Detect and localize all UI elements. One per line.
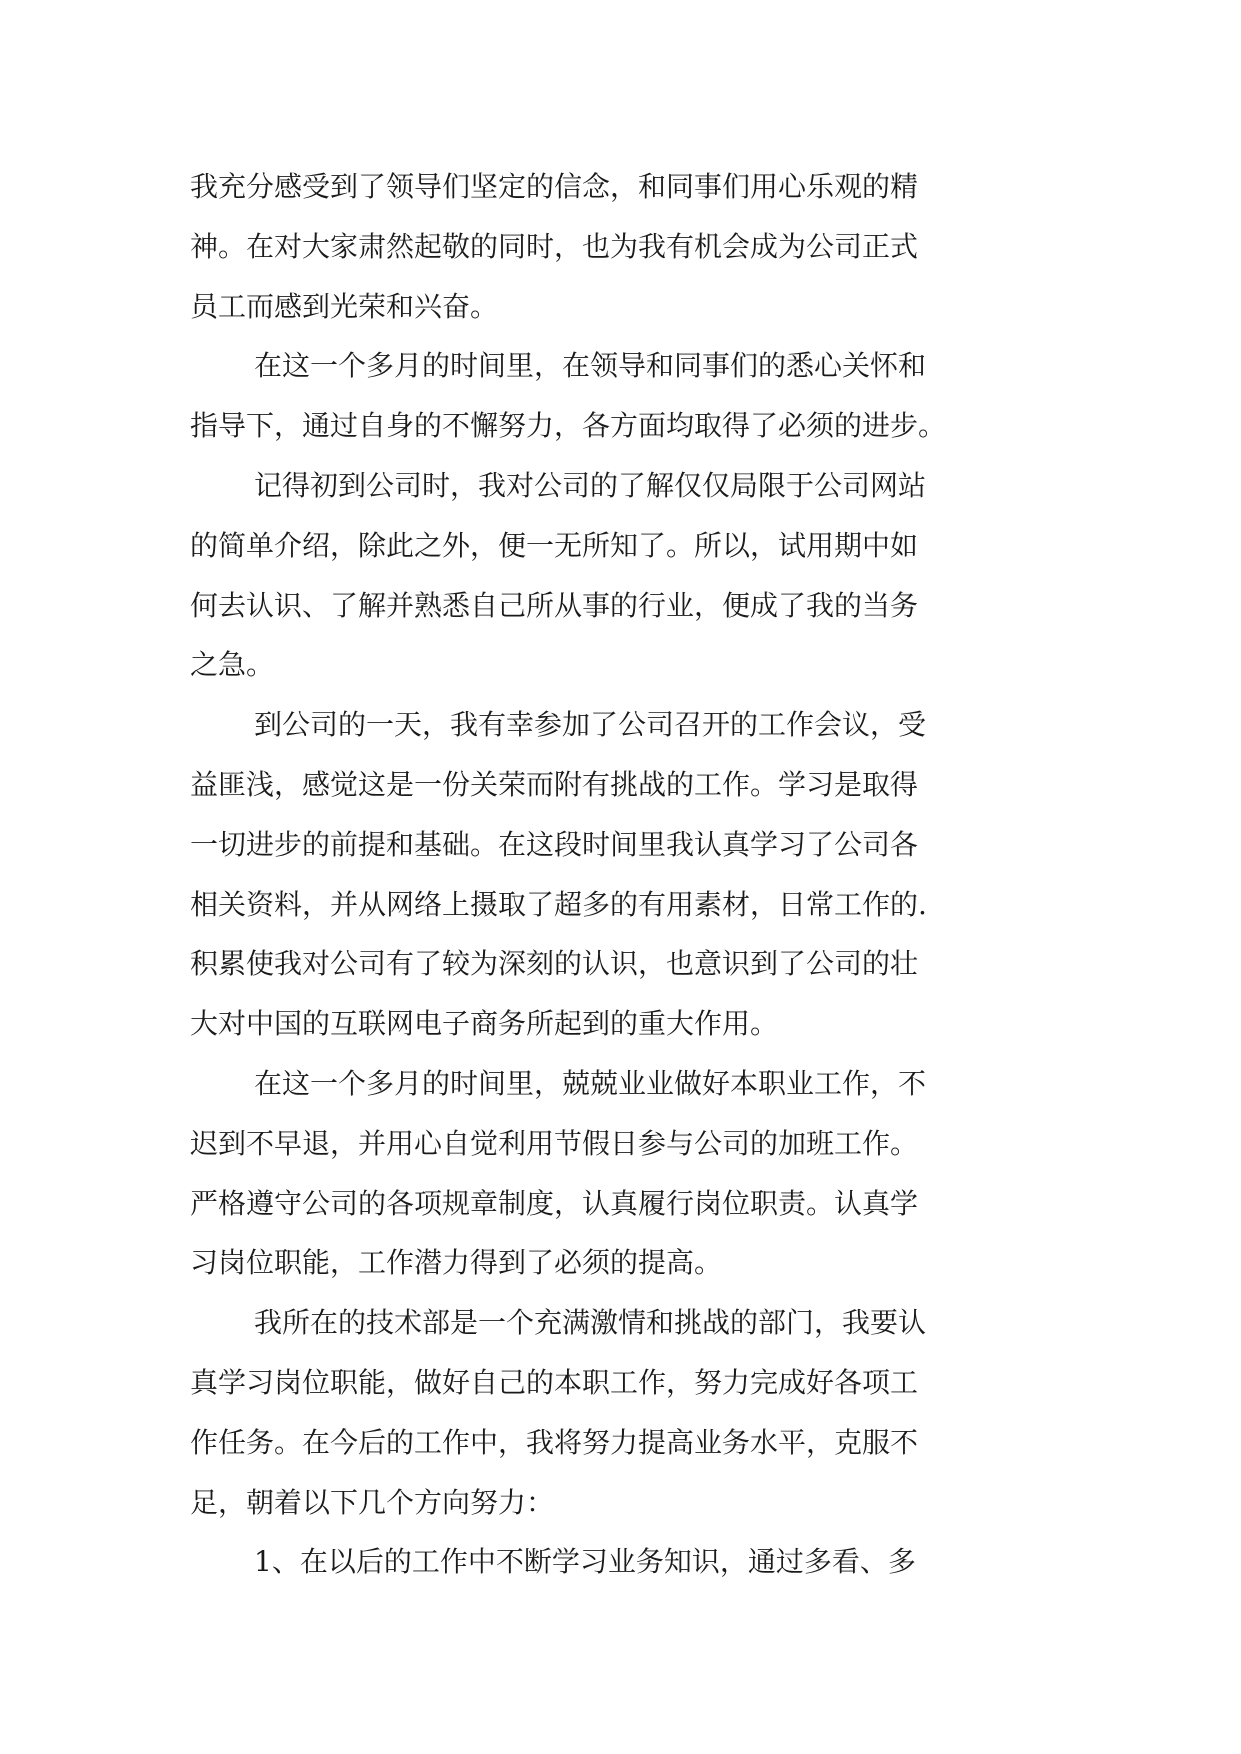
text-line: 迟到不早退，并用心自觉利用节假日参与公司的加班工作。 (190, 1126, 919, 1160)
text-line: 何去认识、了解并熟悉自己所从事的行业，便成了我的当务 (190, 588, 919, 622)
text-line: 一切进步的前提和基础。在这段时间里我认真学习了公司各 (190, 827, 919, 861)
text-line: 大对中国的互联网电子商务所起到的重大作用。 (190, 1007, 779, 1041)
text-line: 员工而感到光荣和兴奋。 (190, 289, 499, 323)
paragraph-first-line: 在这一个多月的时间里，兢兢业业做好本职业工作，不 (254, 1066, 927, 1100)
text-line: 之急。 (190, 648, 275, 682)
body-text (190, 157, 1090, 1592)
text-line: 神。在对大家肃然起敬的同时，也为我有机会成为公司正式 (190, 229, 919, 263)
paragraph-first-line: 记得初到公司时，我对公司的了解仅仅局限于公司网站 (254, 468, 927, 502)
text-line: 指导下，通过自身的不懈努力，各方面均取得了必须的进步。 (190, 409, 947, 443)
text-line: 真学习岗位职能，做好自己的本职工作，努力完成好各项工 (190, 1365, 919, 1399)
text-line: 作任务。在今后的工作中，我将努力提高业务水平，克服不 (190, 1425, 919, 1459)
paragraph-first-line: 1、在以后的工作中不断学习业务知识，通过多看、多 (254, 1545, 916, 1579)
text-line: 的简单介绍，除此之外，便一无所知了。所以，试用期中如 (190, 528, 919, 562)
text-line: 足，朝着以下几个方向努力： (190, 1485, 555, 1519)
paragraph-first-line: 到公司的一天，我有幸参加了公司召开的工作会议，受 (254, 708, 927, 742)
text-line: 益匪浅，感觉这是一份关荣而附有挑战的工作。学习是取得 (190, 767, 919, 801)
text-line: 我充分感受到了领导们坚定的信念，和同事们用心乐观的精 (190, 170, 919, 203)
paragraph-first-line: 我所在的技术部是一个充满激情和挑战的部门，我要认 (254, 1306, 927, 1340)
text-line: 积累使我对公司有了较为深刻的认识，也意识到了公司的壮 (190, 947, 919, 981)
text-line: 相关资料，并从网络上摄取了超多的有用素材，日常工作的. (190, 887, 927, 921)
paragraph-first-line: 在这一个多月的时间里，在领导和同事们的悉心关怀和 (254, 349, 927, 383)
text-line: 习岗位职能，工作潜力得到了必须的提高。 (190, 1246, 723, 1280)
text-line: 严格遵守公司的各项规章制度，认真履行岗位职责。认真学 (190, 1186, 919, 1220)
